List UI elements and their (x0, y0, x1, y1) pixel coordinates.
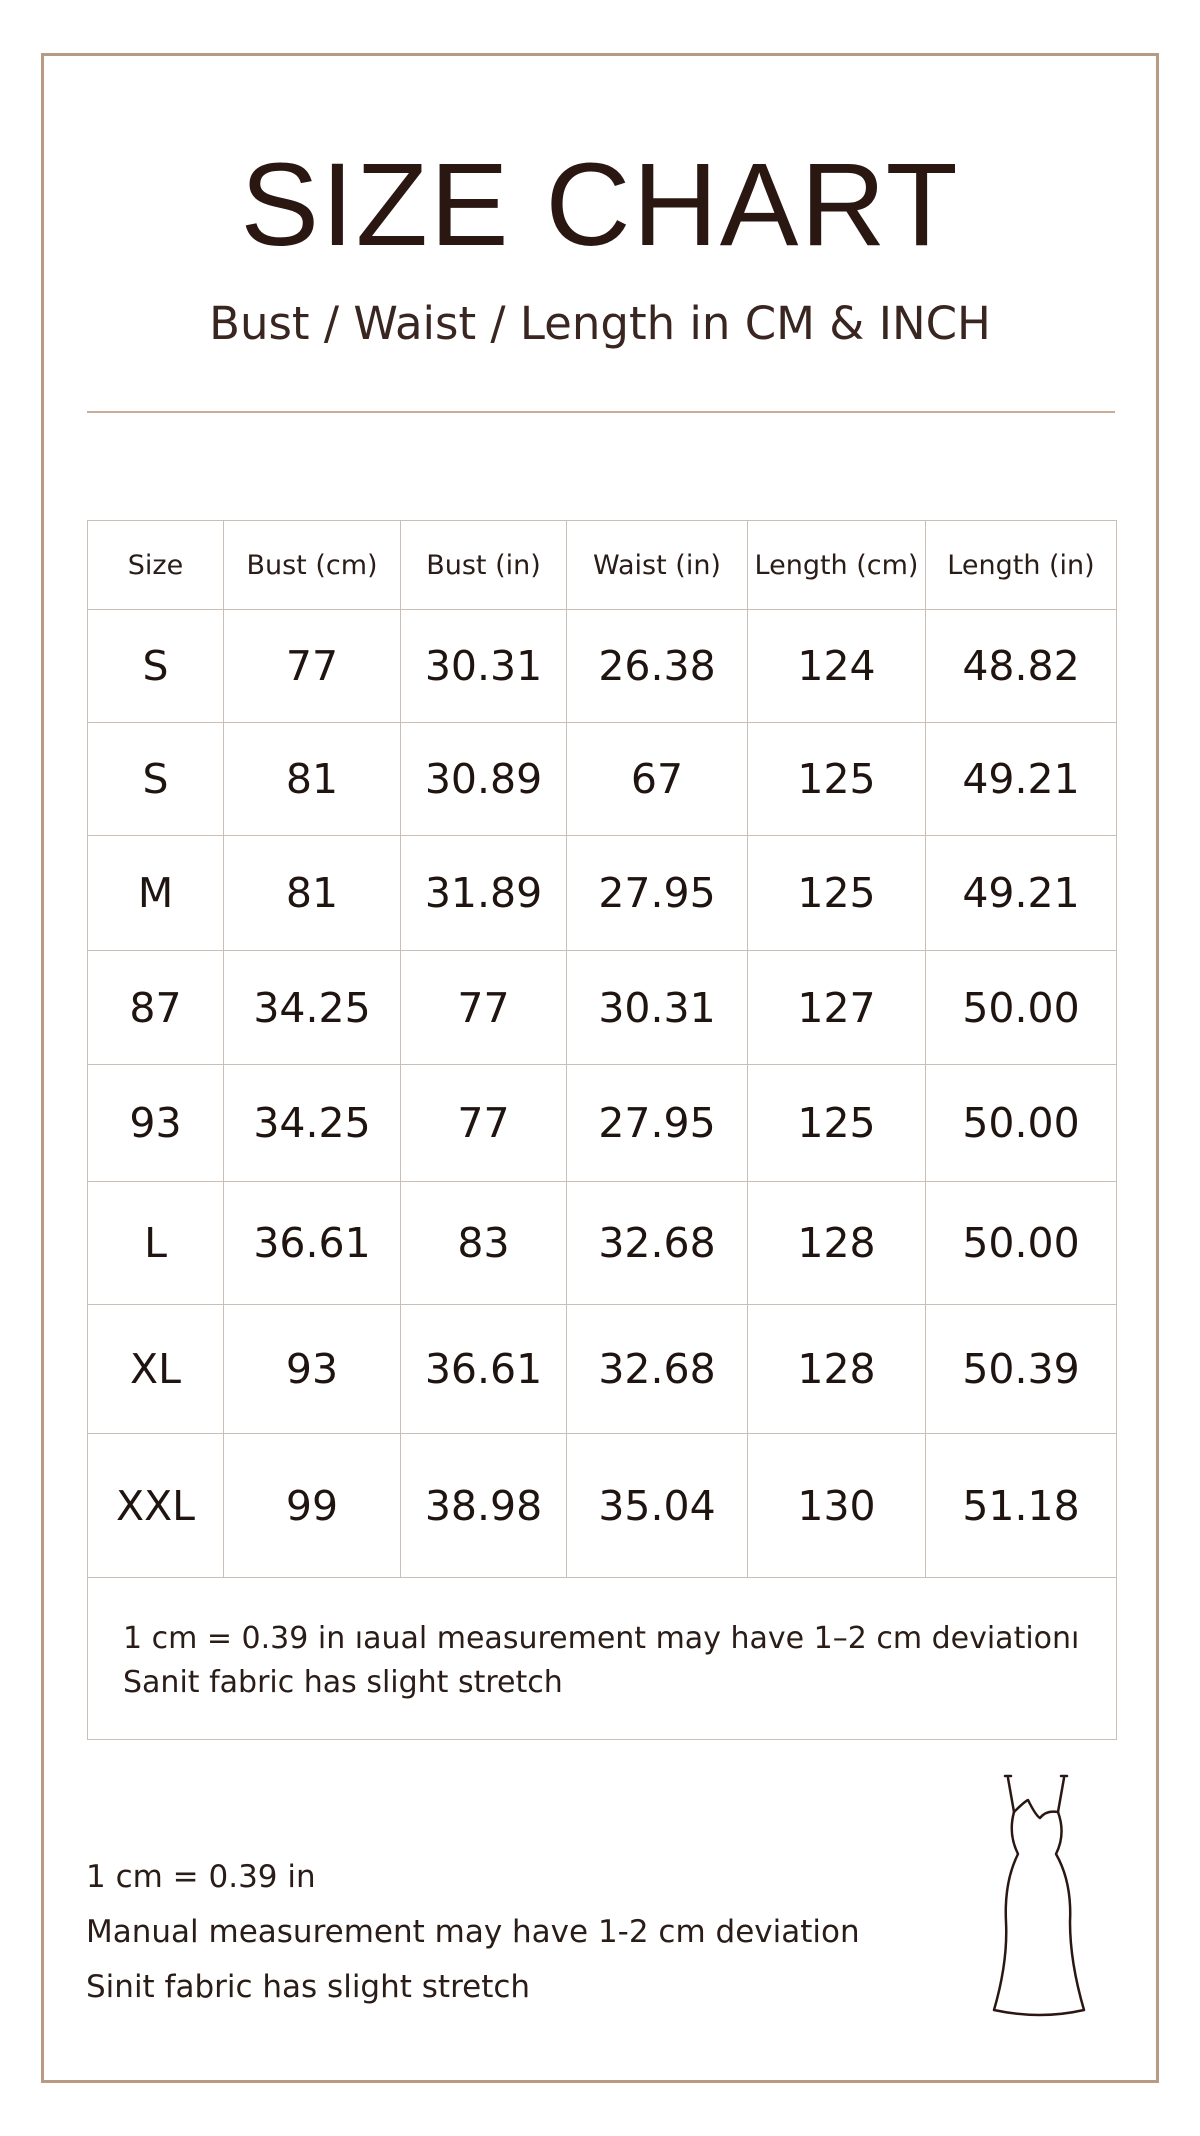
footer-notes (86, 1850, 860, 2015)
table-cell: 49.21 (926, 723, 1117, 836)
table-cell: 38.98 (401, 1434, 567, 1578)
table-cell: XL (88, 1305, 224, 1434)
table-note (88, 1578, 1117, 1740)
table-cell: 36.61 (224, 1182, 401, 1305)
table-cell: 77 (401, 951, 567, 1065)
table-cell: 27.95 (567, 836, 748, 951)
footer-note-conversion: 1 cm = 0.39 in (86, 1859, 316, 1895)
table-cell: 128 (748, 1182, 926, 1305)
table-cell: 35.04 (567, 1434, 748, 1578)
table-cell: 128 (748, 1305, 926, 1434)
table-cell: 26.38 (567, 610, 748, 723)
table-cell: 67 (567, 723, 748, 836)
table-cell: 32.68 (567, 1182, 748, 1305)
table-cell: 77 (401, 1065, 567, 1182)
table-cell: 81 (224, 723, 401, 836)
column-header-bust-cm: Bust (cm) (224, 521, 401, 610)
table-row (88, 723, 1117, 836)
footer-note-deviation: Manual measurement may have 1-2 cm deviation (86, 1914, 860, 1950)
table-cell: 50.39 (926, 1305, 1117, 1434)
table-cell: 30.89 (401, 723, 567, 836)
table-cell: 50.00 (926, 1182, 1117, 1305)
size-table (87, 520, 1117, 1740)
table-cell: 124 (748, 610, 926, 723)
table-row (88, 1434, 1117, 1578)
table-cell: 31.89 (401, 836, 567, 951)
table-cell: 30.31 (567, 951, 748, 1065)
table-note-line: 1 cm = 0.39 in ıaual measurement may have 1–2 cm deviationı (123, 1620, 1080, 1656)
table-cell: XXL (88, 1434, 224, 1578)
table-cell: S (88, 723, 224, 836)
column-header-bust-in: Bust (in) (401, 521, 567, 610)
table-cell: 93 (224, 1305, 401, 1434)
table-row (88, 1305, 1117, 1434)
table-cell: 125 (748, 836, 926, 951)
table-row (88, 836, 1117, 951)
table-cell: M (88, 836, 224, 951)
table-cell: 87 (88, 951, 224, 1065)
page-title: SIZE CHART (240, 139, 960, 271)
column-header-waist-in: Waist (in) (567, 521, 748, 610)
table-cell: 99 (224, 1434, 401, 1578)
column-header-length-cm: Length (cm) (748, 521, 926, 610)
table-row (88, 951, 1117, 1065)
table-cell: 50.00 (926, 951, 1117, 1065)
table-cell: L (88, 1182, 224, 1305)
table-cell: S (88, 610, 224, 723)
table-header-row (88, 521, 1117, 610)
table-cell: 77 (224, 610, 401, 723)
table-cell: 51.18 (926, 1434, 1117, 1578)
table-note-line: Sanit fabric has slight stretch (123, 1664, 563, 1700)
table-cell: 34.25 (224, 951, 401, 1065)
column-header-length-in: Length (in) (926, 521, 1117, 610)
table-cell: 30.31 (401, 610, 567, 723)
table-cell: 125 (748, 1065, 926, 1182)
footer-note-fabric: Sinit fabric has slight stretch (86, 1969, 531, 2005)
table-cell: 93 (88, 1065, 224, 1182)
table-cell: 50.00 (926, 1065, 1117, 1182)
table-cell: 48.82 (926, 610, 1117, 723)
table-cell: 83 (401, 1182, 567, 1305)
table-cell: 127 (748, 951, 926, 1065)
table-cell: 34.25 (224, 1065, 401, 1182)
table-cell: 27.95 (567, 1065, 748, 1182)
column-header-size: Size (88, 521, 224, 610)
table-cell: 49.21 (926, 836, 1117, 951)
table-note-row (88, 1578, 1117, 1740)
table-cell: 125 (748, 723, 926, 836)
page-subtitle: Bust / Waist / Length in CM & INCH (209, 297, 991, 350)
slip-dress-icon (980, 1772, 1100, 2022)
table-row (88, 1182, 1117, 1305)
table-cell: 36.61 (401, 1305, 567, 1434)
table-row (88, 610, 1117, 723)
table-cell: 130 (748, 1434, 926, 1578)
table-row (88, 1065, 1117, 1182)
table-cell: 81 (224, 836, 401, 951)
title-divider (87, 411, 1115, 413)
table-cell: 32.68 (567, 1305, 748, 1434)
